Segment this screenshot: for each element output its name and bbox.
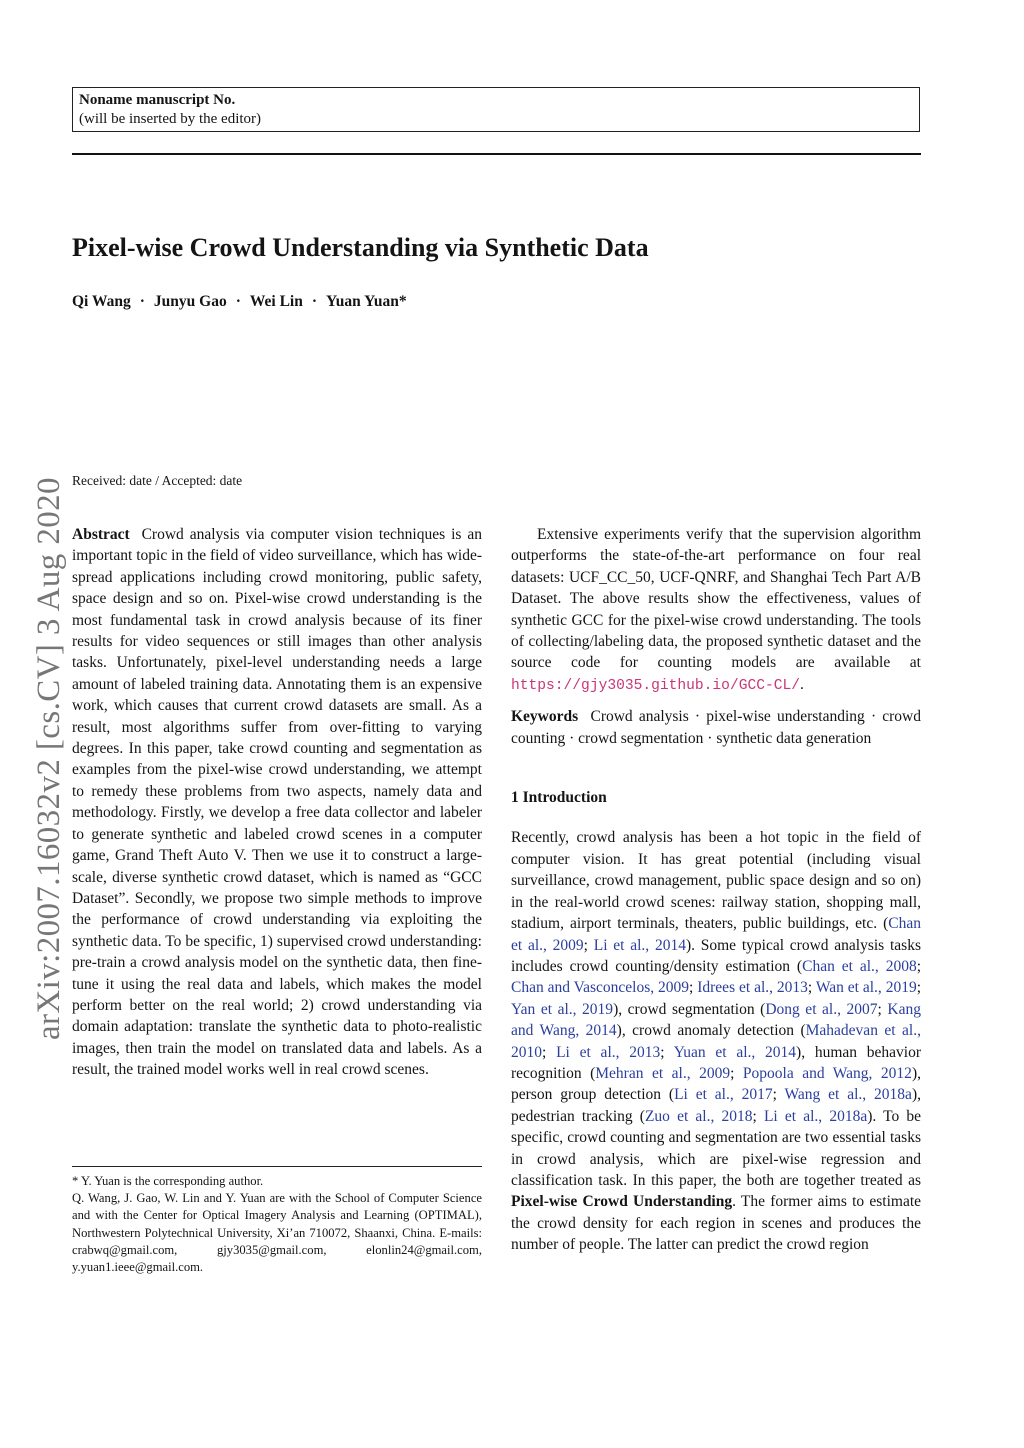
citation-link[interactable]: Li et al., 2014 [593,936,686,954]
intro-text: ; [730,1064,743,1082]
url-tail: . [800,675,804,693]
citation-link[interactable]: Dong et al., 2007 [765,1000,878,1018]
paper-title: Pixel-wise Crowd Understanding via Synthetic Data [72,233,649,262]
corresponding-author-note: * Y. Yuan is the corresponding author. [72,1174,264,1188]
citation-link[interactable]: Mahadevan et al., 2010 [511,1022,921,1061]
citation-link[interactable]: Li et al., 2017 [674,1086,773,1104]
abstract-text: Crowd analysis via computer vision techniques is an important topic in the field of video surveillance, which has wide-spread applications including crowd monitoring, public safety, space design and so on. Pixel-wise crowd understanding is the most fundamental task in crowd analysis because of its finer results for video sequences or still images than other analysis tasks. Unfortunately, pixel-level understanding needs a large amount of labeled training data. Annotating them is an expensive work, which causes that current crowd datasets are small. As a result, most algorithms suffer from over-fitting to varying degrees. In this paper, take crowd counting and segmentation as examples from the pixel-wise crowd understanding, we attempt to remedy these problems from two aspects, namely data and methodology. Firstly, we develop a free data collector and labeler to generate synthetic and labeled crowd scenes in a computer game, Grand Theft Auto V. Then we use it to construct a large-scale, diverse synthetic crowd dataset, which is named as “GCC Dataset”. Secondly, we propose two simple methods to improve the performance of crowd understanding via exploiting the synthetic data. To be specific, 1) supervised crowd understanding: pre-train a crowd analysis model on the synthetic data, then fine-tune it using the real data and labels, which makes the model perform better on the real world; 2) crowd understanding via domain adaptation: translate the synthetic data to photo-realistic images, then train the model on translated data and labels. As a result, the trained model works well in real crowd scenes. [72,526,482,1079]
citation-link[interactable]: Kang and Wang, 2014 [511,1000,921,1040]
intro-text: ), pedestrian tracking ( [511,1086,921,1125]
citation-link[interactable]: Wan et al., 2019 [815,979,917,997]
author-separator: · [139,293,145,310]
abstract-label: Abstract [72,526,130,543]
citation-link[interactable]: Yan et al., 2019 [511,1000,614,1018]
author-name: Yuan Yuan* [326,293,407,310]
author-name: Qi Wang [72,293,131,310]
code-url-link[interactable]: https://gjy3035.github.io/GCC-CL/ [511,677,801,694]
intro-text: ). Some typical crowd analysis tasks includes crowd counting/density estimation ( [511,936,921,975]
intro-text: ; [689,979,698,997]
introduction-paragraph [511,827,921,1255]
citation-link[interactable]: Chan and Vasconcelos, 2009 [511,979,690,997]
bold-term: Pixel-wise Crowd Understanding [511,1193,733,1211]
section-heading-introduction: 1 Introduction [511,789,607,807]
keywords-label: Keywords [511,708,579,726]
citation-link[interactable]: Idrees et al., 2013 [697,979,808,997]
author-list [72,292,407,312]
intro-text: ). To be specific, crowd counting and segmentation are two essential tasks in crowd analysis, which are pixel-wise regression and classification task. In this paper, the both are together treated as [511,1107,922,1189]
intro-text: . The former aims to estimate the crowd density for each region in scenes and produces the number of people. The latter can predict the crowd region [511,1193,922,1254]
footnote [72,1173,482,1276]
intro-text: ), human behavior recognition ( [511,1043,922,1082]
author-name: Junyu Gao [153,293,227,310]
author-separator: · [311,293,318,310]
citation-link[interactable]: Yuan et al., 2014 [673,1043,797,1061]
author-separator: · [235,293,241,310]
citation-link[interactable]: Mehran et al., 2009 [595,1064,731,1082]
citation-link[interactable]: Zuo et al., 2018 [644,1107,753,1125]
intro-text: ), crowd anomaly detection ( [616,1022,806,1040]
header-rule [72,153,921,155]
manuscript-label: Noname manuscript No. [79,92,236,108]
intro-text: ; [660,1043,674,1061]
citation-link[interactable]: Chan et al., 2008 [802,957,917,975]
abstract-section [72,524,482,1081]
intro-text: Recently, crowd analysis has been a hot topic in the field of computer vision. It has great potential (including visual surveillance, crowd management, public space design and so on) in the real-world crowd scenes: railway station, shopping mall, stadium, airport terminals, theaters, public buildings, etc. ( [511,829,921,933]
intro-text: ; [583,936,594,954]
intro-text: ; [877,1000,888,1018]
intro-text: ; [542,1043,557,1061]
keywords-text: Crowd analysis · pixel-wise understanding · crowd counting · crowd segmentation · synthetic data generation [511,708,921,747]
intro-text: ), crowd segmentation ( [613,1000,766,1018]
citation-link[interactable]: Chan et al., 2009 [511,915,921,954]
arxiv-stamp: arXiv:2007.16032v2 [cs.CV] 3 Aug 2020 [31,477,67,1040]
right-column [511,524,921,1256]
abstract-continued: Extensive experiments verify that the supervision algorithm outperforms the state-of-the-art performance on four real datasets: UCF_CC_50, UCF-QNRF, and Shanghai Tech Part A/B Dataset. The above results show the effectiveness, values of synthetic GCC for the pixel-wise crowd understanding. The tools of collecting/labeling data, the proposed synthetic dataset and the source code for counting models are available at [511,526,921,672]
intro-text: ; [916,979,922,997]
manuscript-header-box [72,87,920,132]
citation-link[interactable]: Li et al., 2018a [763,1107,868,1125]
affiliation-note: Q. Wang, J. Gao, W. Lin and Y. Yuan are with the School of Computer Science and with the Center for Optical Imagery Analysis and Learning (OPTIMAL), Northwestern Polytechnical University, Xi’an 710072, Shaanxi, China. E-mails: crabwq@gmail.com, gjy3035@gmail.com, elonlin24@gmail.com, y.yuan1.ieee@gmail.com. [72,1191,482,1275]
intro-text: ; [916,957,922,975]
received-date: Received: date / Accepted: date [72,473,243,488]
citation-link[interactable]: Wang et al., 2018a [784,1086,912,1104]
author-name: Wei Lin [249,293,303,310]
intro-text: ), person group detection ( [511,1064,921,1104]
intro-text: ; [772,1086,785,1104]
intro-text: ; [807,979,816,997]
citation-link[interactable]: Li et al., 2013 [556,1043,661,1061]
editor-note: (will be inserted by the editor) [79,111,262,127]
footnote-rule [72,1166,482,1167]
intro-text: ; [752,1107,764,1125]
citation-link[interactable]: Popoola and Wang, 2012 [742,1064,912,1082]
